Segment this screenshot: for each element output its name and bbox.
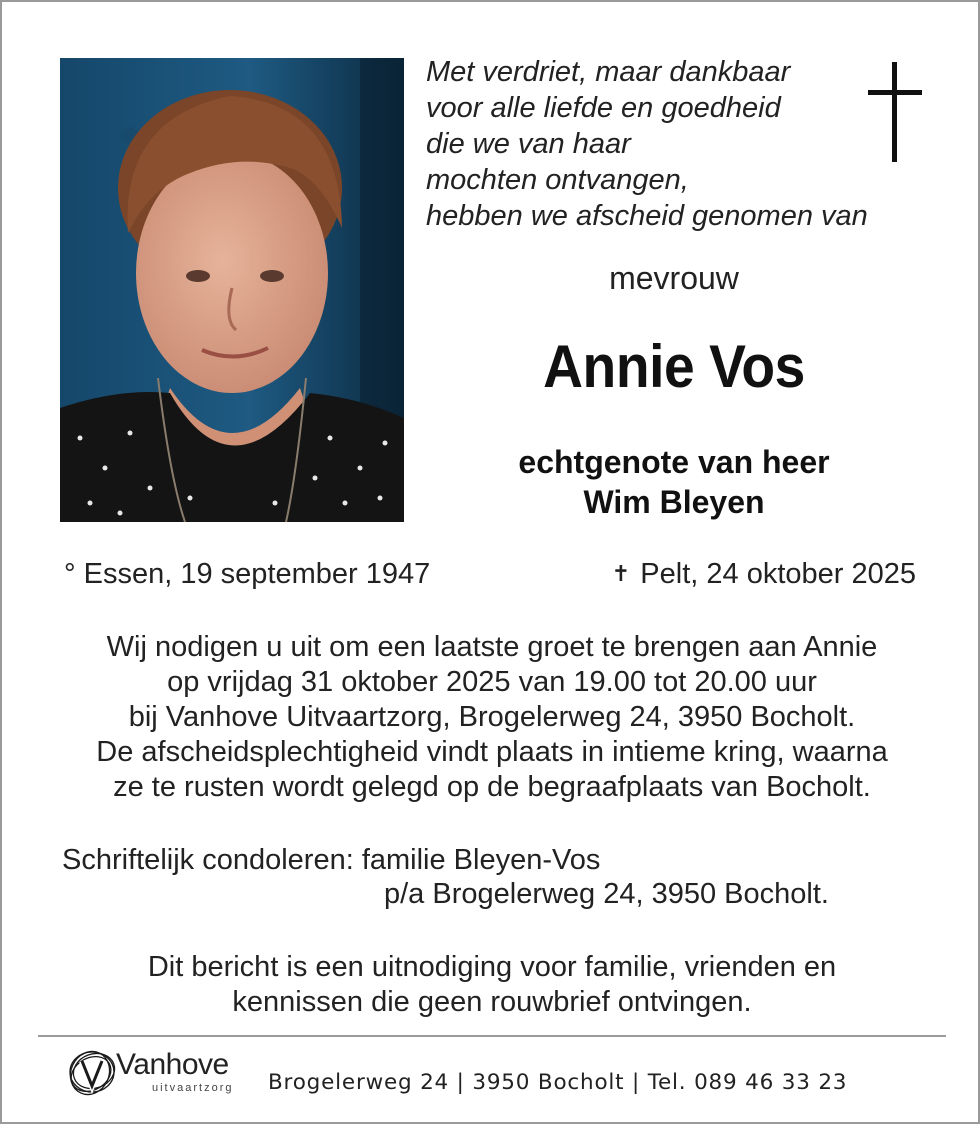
intro-line: Met verdriet, maar dankbaar — [426, 56, 791, 88]
intro-line: die we van haar — [426, 128, 631, 160]
invitation-line: bij Vanhove Uitvaartzorg, Brogelerweg 24, 3950 Bocholt. — [128, 701, 856, 733]
spouse-name: Wim Bleyen — [583, 484, 765, 520]
invitation-line: ze te rusten wordt gelegd op de begraafplaats van Bocholt. — [113, 771, 871, 803]
death-text: Pelt, 24 oktober 2025 — [640, 558, 916, 590]
logo-subtitle: uitvaartzorg — [152, 1082, 234, 1094]
death-info — [612, 558, 916, 591]
portrait-photo — [60, 58, 404, 522]
cross-icon — [864, 62, 926, 162]
birth-info: ° Essen, 19 september 1947 — [64, 558, 431, 590]
funeral-home-logo — [66, 1046, 256, 1102]
invitation-line: op vrijdag 31 oktober 2025 van 19.00 tot 20.00 uur — [167, 666, 817, 698]
portrait-image — [60, 58, 404, 522]
death-cross-icon: ✝ — [611, 561, 631, 586]
intro-text — [426, 54, 866, 234]
logo-name: Vanhove — [116, 1048, 229, 1081]
invitation-line: De afscheidsplechtigheid vindt plaats in intieme kring, waarna — [96, 736, 888, 768]
condolence-address: p/a Brogelerweg 24, 3950 Bocholt. — [384, 878, 829, 910]
scribble-v-icon — [66, 1046, 118, 1098]
notice-line: kennissen die geen rouwbrief ontvingen. — [232, 986, 752, 1018]
invitation-line: Wij nodigen u uit om een laatste groet te brengen aan Annie — [106, 631, 878, 663]
footer-address: Brogelerweg 24 | 3950 Bocholt | Tel. 089 46 33 23 — [268, 1070, 848, 1095]
notice-line: Dit bericht is een uitnodiging voor familie, vrienden en — [147, 951, 837, 983]
intro-line: mochten ontvangen, — [426, 164, 689, 196]
intro-line: hebben we afscheid genomen van — [426, 200, 868, 232]
spouse-info — [432, 442, 916, 522]
divider — [38, 1035, 946, 1037]
intro-line: voor alle liefde en goedheid — [426, 92, 781, 124]
spouse-line: echtgenote van heer — [518, 444, 830, 480]
condolence-line: Schriftelijk condoleren: familie Bleyen-Vos — [62, 844, 601, 876]
invitation-text — [42, 630, 942, 805]
salutation: mevrouw — [609, 260, 739, 296]
deceased-name: Annie Vos — [543, 333, 805, 400]
notice-text — [42, 950, 942, 1020]
